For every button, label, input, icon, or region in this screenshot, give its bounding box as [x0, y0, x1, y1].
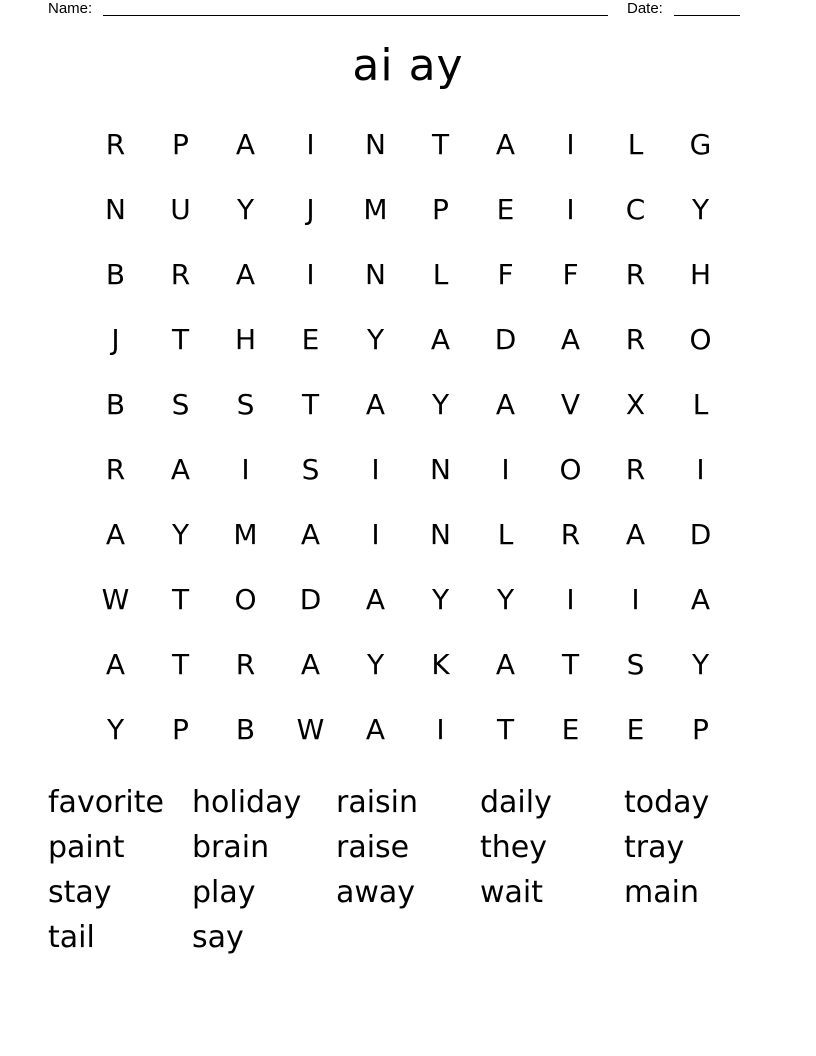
grid-letter: F: [497, 258, 514, 291]
grid-letter: R: [625, 323, 646, 356]
grid-letter: A: [105, 518, 126, 551]
grid-letter: B: [235, 713, 256, 746]
grid-letter: O: [234, 583, 257, 616]
word-bank-item: paint: [48, 830, 125, 865]
grid-letter: P: [172, 713, 189, 746]
word-bank-item: tray: [624, 830, 685, 865]
grid-letter: R: [625, 258, 646, 291]
grid-letter: F: [562, 258, 579, 291]
page-title: ai ay: [352, 40, 464, 91]
grid-letter: A: [560, 323, 581, 356]
word-bank-item: say: [192, 920, 244, 955]
grid-letter: M: [363, 193, 388, 226]
grid-letter: T: [561, 648, 580, 681]
grid-letter: V: [560, 388, 581, 421]
grid-letter: Y: [171, 518, 190, 551]
grid-letter: I: [436, 713, 445, 746]
grid-letter: T: [171, 583, 190, 616]
grid-letter: A: [365, 583, 386, 616]
grid-letter: P: [432, 193, 449, 226]
grid-letter: I: [371, 453, 380, 486]
grid-letter: I: [566, 128, 575, 161]
grid-letter: I: [371, 518, 380, 551]
grid-letter: B: [105, 388, 126, 421]
grid-letter: I: [241, 453, 250, 486]
grid-letter: P: [692, 713, 709, 746]
grid-letter: A: [625, 518, 646, 551]
grid-letter: W: [296, 713, 325, 746]
grid-letter: I: [566, 193, 575, 226]
grid-letter: A: [170, 453, 191, 486]
grid-letter: E: [561, 713, 580, 746]
grid-letter: W: [101, 583, 130, 616]
grid-letter: I: [501, 453, 510, 486]
word-bank-item: raisin: [336, 785, 419, 820]
grid-letter: A: [105, 648, 126, 681]
grid-letter: R: [170, 258, 191, 291]
grid-letter: S: [171, 388, 190, 421]
grid-letter: Y: [691, 193, 710, 226]
grid-letter: Y: [366, 648, 385, 681]
grid-letter: R: [105, 128, 126, 161]
grid-letter: H: [689, 258, 712, 291]
grid-letter: E: [626, 713, 645, 746]
grid-letter: Y: [106, 713, 125, 746]
grid-letter: R: [235, 648, 256, 681]
name-blank-line: [103, 15, 608, 16]
grid-letter: J: [306, 193, 315, 226]
grid-letter: R: [105, 453, 126, 486]
grid-letter: Y: [431, 583, 450, 616]
grid-letter: L: [627, 128, 644, 161]
word-bank-item: raise: [336, 830, 410, 865]
grid-letter: Y: [366, 323, 385, 356]
word-bank-item: main: [624, 875, 699, 910]
grid-letter: D: [494, 323, 517, 356]
grid-letter: A: [300, 648, 321, 681]
grid-letter: A: [495, 128, 516, 161]
grid-letter: D: [299, 583, 322, 616]
word-bank-item: away: [336, 875, 416, 910]
grid-letter: T: [431, 128, 450, 161]
grid-letter: T: [171, 648, 190, 681]
grid-letter: N: [365, 258, 386, 291]
word-bank-item: stay: [48, 875, 112, 910]
grid-letter: O: [559, 453, 582, 486]
grid-letter: E: [301, 323, 320, 356]
grid-letter: A: [690, 583, 711, 616]
grid-letter: B: [105, 258, 126, 291]
word-bank-item: tail: [48, 920, 95, 955]
grid-letter: N: [430, 453, 451, 486]
grid-letter: T: [301, 388, 320, 421]
grid-letter: L: [432, 258, 449, 291]
worksheet-header: [0, 0, 816, 22]
grid-letter: I: [306, 128, 315, 161]
word-bank-item: holiday: [192, 785, 302, 820]
grid-letter: A: [430, 323, 451, 356]
grid-letter: Y: [691, 648, 710, 681]
date-label: Date:: [627, 0, 663, 17]
grid-letter: N: [105, 193, 126, 226]
grid-letter: R: [625, 453, 646, 486]
grid-letter: Y: [431, 388, 450, 421]
grid-letter: I: [631, 583, 640, 616]
word-bank-item: wait: [480, 875, 544, 910]
grid-letter: R: [560, 518, 581, 551]
grid-letter: I: [306, 258, 315, 291]
grid-letter: A: [495, 648, 516, 681]
grid-letter: T: [171, 323, 190, 356]
grid-letter: A: [300, 518, 321, 551]
grid-letter: C: [625, 193, 646, 226]
word-bank-item: today: [624, 785, 710, 820]
grid-letter: U: [170, 193, 191, 226]
grid-letter: O: [689, 323, 712, 356]
word-search-grid: [83, 112, 733, 762]
grid-letter: Y: [496, 583, 515, 616]
word-bank-item: they: [480, 830, 547, 865]
grid-letter: D: [689, 518, 712, 551]
word-bank-item: brain: [192, 830, 270, 865]
grid-letter: N: [365, 128, 386, 161]
grid-letter: N: [430, 518, 451, 551]
grid-letter: X: [625, 388, 646, 421]
grid-letter: Y: [236, 193, 255, 226]
grid-letter: S: [236, 388, 255, 421]
grid-letter: L: [497, 518, 514, 551]
grid-letter: A: [495, 388, 516, 421]
grid-letter: I: [566, 583, 575, 616]
word-bank-item: play: [192, 875, 256, 910]
grid-letter: A: [365, 713, 386, 746]
grid-letter: S: [626, 648, 645, 681]
grid-letter: I: [696, 453, 705, 486]
word-bank-item: favorite: [48, 785, 164, 820]
grid-letter: S: [301, 453, 320, 486]
grid-letter: T: [496, 713, 515, 746]
grid-letter: P: [172, 128, 189, 161]
grid-letter: J: [111, 323, 120, 356]
name-label: Name:: [48, 0, 93, 17]
grid-letter: E: [496, 193, 515, 226]
grid-letter: A: [365, 388, 386, 421]
grid-letter: A: [235, 258, 256, 291]
grid-letter: H: [234, 323, 257, 356]
grid-letter: G: [689, 128, 712, 161]
word-bank-item: daily: [480, 785, 552, 820]
word-bank: [48, 780, 768, 960]
grid-letter: A: [235, 128, 256, 161]
grid-letter: M: [233, 518, 258, 551]
date-blank-line: [674, 15, 740, 16]
grid-letter: L: [692, 388, 709, 421]
grid-letter: K: [431, 648, 450, 681]
